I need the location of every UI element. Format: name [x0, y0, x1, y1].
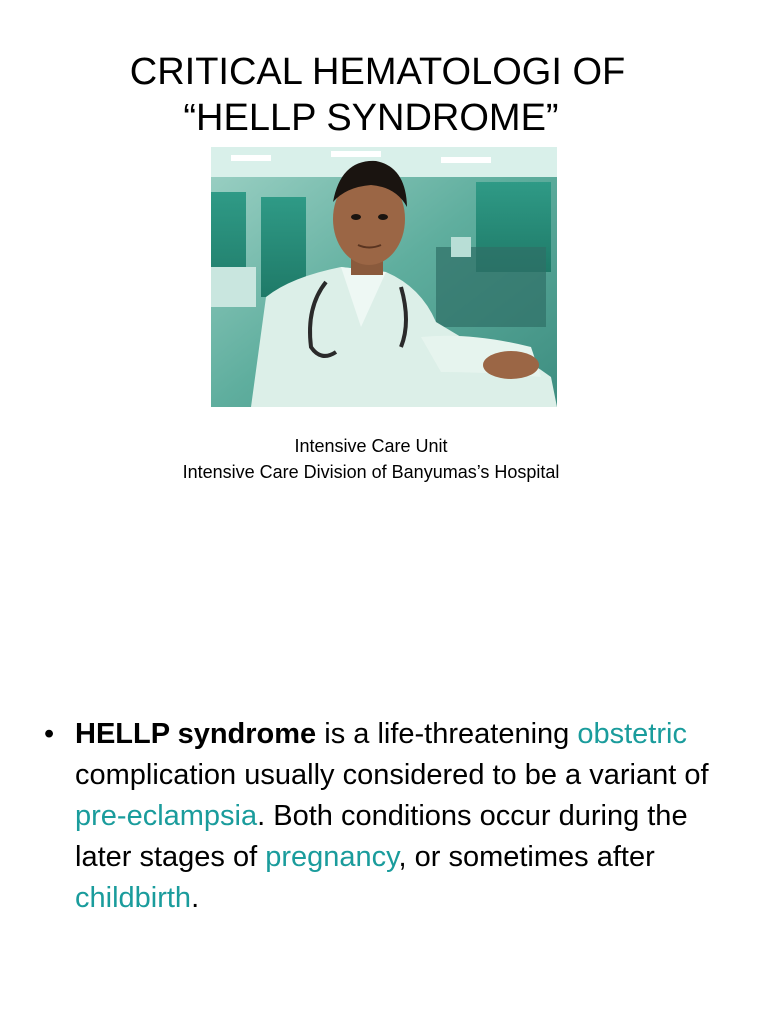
text-part-4: , or sometimes after [398, 841, 655, 873]
link-pre-eclampsia[interactable]: pre-eclampsia [75, 800, 258, 832]
link-pregnancy[interactable]: pregnancy [265, 841, 399, 873]
caption-unit: Intensive Care Unit [294, 436, 448, 456]
link-obstetric[interactable]: obstetric [577, 718, 687, 750]
title-line-1: CRITICAL HEMATOLOGI OF [129, 51, 626, 93]
title-line-2: “HELLP SYNDROME” [183, 97, 559, 139]
link-childbirth[interactable]: childbirth [75, 882, 192, 914]
text-part-5: . [191, 882, 200, 914]
text-part-3: . Both conditions occur during the later stages of [75, 800, 688, 873]
doctor-photo-illustration [211, 147, 557, 407]
doctor-photo [211, 147, 557, 407]
text-part-2: complication usually considered to be a variant of [75, 759, 709, 791]
bullet-marker: • [44, 718, 55, 750]
text-part-1: is a life-threatening [316, 718, 578, 750]
bullet-paragraph [75, 714, 735, 919]
term-hellp-syndrome: HELLP syndrome [75, 718, 317, 750]
caption-division: Intensive Care Division of Banyumas’s Hospital [182, 462, 560, 482]
